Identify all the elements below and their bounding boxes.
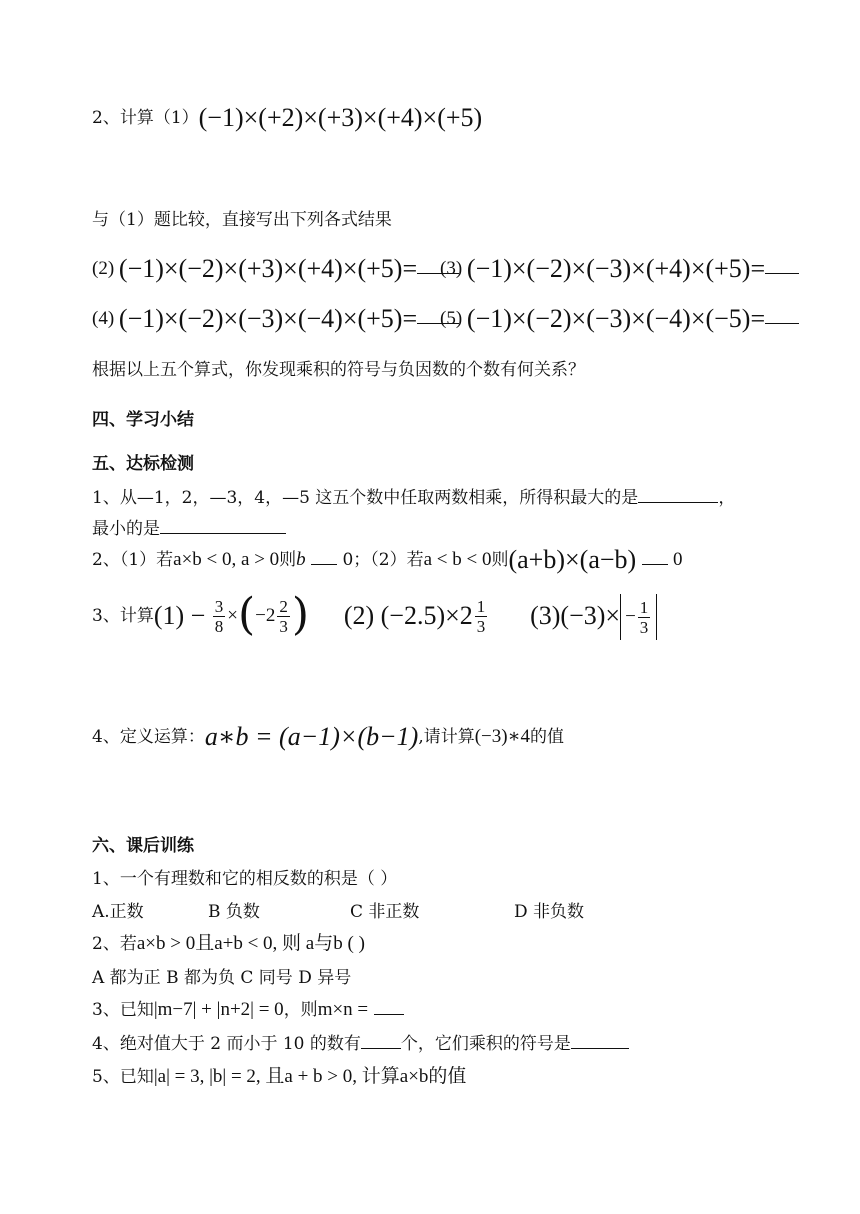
q2-p2-label: (2) bbox=[92, 258, 115, 279]
s5-i4-mid: ,请计算 bbox=[418, 727, 475, 747]
s5-item2 bbox=[92, 547, 683, 573]
q2-part5 bbox=[440, 306, 799, 332]
frac-num: 2 bbox=[279, 597, 288, 616]
s6-q2-expr: a×b > 0且a+b < 0, 则 a与b ( ) bbox=[136, 933, 365, 954]
s6-q1-option-b: B 负数 bbox=[208, 902, 260, 922]
q2-expr1: (−1)×(+2)×(+3)×(+4)×(+5) bbox=[198, 103, 483, 132]
section6-title: 六、课后训练 bbox=[92, 836, 194, 856]
s6-q3-mid: ，则 bbox=[283, 1000, 318, 1020]
s5-i4-prefix: 4、定义运算： bbox=[92, 727, 205, 747]
q2-p4-expr: (−1)×(−2)×(−3)×(−4)×(+5)= bbox=[118, 304, 418, 333]
s6-q1: 1、一个有理数和它的相反数的积是（ ） bbox=[92, 869, 398, 889]
s5-i2-expr2: (a+b)×(a−b) bbox=[508, 545, 637, 574]
s5-i4-expr: (−3)∗4 bbox=[474, 726, 531, 747]
s5-i3-abs bbox=[620, 594, 657, 640]
s5-i3-p1: (1) − bbox=[153, 601, 206, 630]
q2-compare: 与（1）题比较，直接写出下列各式结果 bbox=[92, 210, 392, 230]
s6-q2-options: A 都为正 B 都为负 C 同号 D 异号 bbox=[92, 968, 352, 988]
s5-item4 bbox=[92, 724, 564, 750]
q2-p3-label: (3) bbox=[440, 258, 463, 279]
s5-i3-prefix: 3、计算 bbox=[92, 606, 154, 626]
q2-part3 bbox=[440, 256, 799, 282]
s5-i2-cond2: a < b < 0 bbox=[423, 549, 492, 570]
frac-den: 3 bbox=[639, 617, 649, 637]
s6-q1-option-d: D 非负数 bbox=[514, 902, 585, 922]
s6-q2-prefix: 2、若 bbox=[92, 934, 137, 954]
s5-i3-neg3: − bbox=[625, 605, 636, 627]
s5-item1-line1 bbox=[92, 485, 735, 511]
section5-title: 五、达标检测 bbox=[92, 454, 194, 474]
s5-item1-line2 bbox=[92, 516, 286, 542]
s5-i2-zero1: 0；（2）若 bbox=[342, 550, 424, 570]
s6-q1-option-c: C 非正数 bbox=[350, 902, 420, 922]
s6-q5-prefix: 5、已知 bbox=[92, 1067, 154, 1087]
left-paren: ( bbox=[237, 589, 256, 640]
section4-title: 四、学习小结 bbox=[92, 410, 194, 430]
frac-den: 3 bbox=[476, 617, 486, 636]
s6-q3-prefix: 3、已知 bbox=[92, 1000, 154, 1020]
s5-i2-blank2 bbox=[642, 548, 668, 565]
q2-part4 bbox=[92, 306, 459, 332]
s6-q4-blank1 bbox=[361, 1032, 401, 1049]
s6-q1-option-a: A.正数 bbox=[92, 902, 144, 922]
s6-q4-blank2 bbox=[571, 1032, 629, 1049]
s5-i3-times: × bbox=[227, 605, 238, 626]
q2-p5-label: (5) bbox=[440, 308, 463, 329]
s5-i3-frac1 bbox=[213, 597, 226, 636]
q2-part2 bbox=[92, 256, 459, 282]
s5-i2-var: b bbox=[296, 549, 306, 570]
s5-i2-zero2: 0 bbox=[673, 549, 683, 570]
s5-i1-text: 1、从—1，2，—3，4，—5 这五个数中任取两数相乘，所得积最大的是 bbox=[92, 488, 639, 508]
s5-i2-blank1 bbox=[311, 548, 337, 565]
s6-q3-blank bbox=[374, 998, 404, 1015]
s5-i2-then2: 则 bbox=[491, 550, 509, 570]
s5-i1-blank2 bbox=[160, 517, 286, 534]
frac-num: 1 bbox=[639, 597, 649, 617]
s5-item3 bbox=[92, 589, 657, 640]
s5-i1-comma: ， bbox=[718, 488, 736, 508]
q2-p5-blank bbox=[765, 307, 799, 324]
s5-i2-cond1: a×b < 0, a > 0 bbox=[173, 549, 280, 570]
s5-i2-prefix: 2、（1）若 bbox=[92, 550, 174, 570]
s5-i2-then1: 则 bbox=[279, 550, 297, 570]
q2-p2-expr: (−1)×(−2)×(+3)×(+4)×(+5)= bbox=[118, 254, 418, 283]
q2-p5-expr: (−1)×(−2)×(−3)×(−4)×(−5)= bbox=[466, 304, 766, 333]
s6-q4-b: 个，它们乘积的符号是 bbox=[400, 1034, 571, 1054]
s6-q4-a: 4、绝对值大于 2 而小于 10 的数有 bbox=[92, 1034, 361, 1054]
frac-den: 8 bbox=[214, 617, 224, 636]
q2-p4-label: (4) bbox=[92, 308, 115, 329]
s6-q3-expr: |m−7| + |n+2| = 0 bbox=[153, 999, 284, 1020]
frac-den: 3 bbox=[279, 617, 288, 636]
q2-line1 bbox=[92, 105, 482, 131]
s5-i3-p3: (3)(−3)× bbox=[530, 601, 621, 630]
s5-i3-frac4 bbox=[638, 598, 651, 637]
s5-i4-def: a∗b = (a−1)×(b−1) bbox=[204, 722, 419, 751]
s6-q3 bbox=[92, 997, 404, 1023]
s5-i1-blank1 bbox=[638, 486, 718, 503]
q2-prefix: 2、计算（1） bbox=[92, 108, 199, 128]
s5-i3-p2: (2) (−2.5)×2 bbox=[343, 601, 473, 630]
right-paren: ) bbox=[291, 589, 309, 640]
s5-i3-frac3 bbox=[475, 597, 488, 636]
s5-i3-neg2: −2 bbox=[255, 605, 276, 626]
q2-p3-blank bbox=[765, 257, 799, 274]
s5-i1-min: 最小的是 bbox=[92, 519, 160, 539]
s5-i3-frac2 bbox=[277, 597, 290, 636]
s6-q3-expr2: m×n = bbox=[317, 999, 369, 1020]
s6-q4 bbox=[92, 1031, 629, 1057]
s5-i4-suffix: 的值 bbox=[530, 727, 565, 747]
s6-q2 bbox=[92, 931, 365, 957]
frac-num: 1 bbox=[476, 597, 486, 616]
q2-question: 根据以上五个算式，你发现乘积的符号与负因数的个数有何关系？ bbox=[92, 360, 585, 380]
s6-q5 bbox=[92, 1064, 466, 1090]
s6-q5-expr: |a| = 3, |b| = 2, 且a + b > 0, 计算a×b的值 bbox=[153, 1066, 467, 1087]
q2-p3-expr: (−1)×(−2)×(−3)×(+4)×(+5)= bbox=[466, 254, 766, 283]
frac-num: 3 bbox=[214, 597, 224, 616]
